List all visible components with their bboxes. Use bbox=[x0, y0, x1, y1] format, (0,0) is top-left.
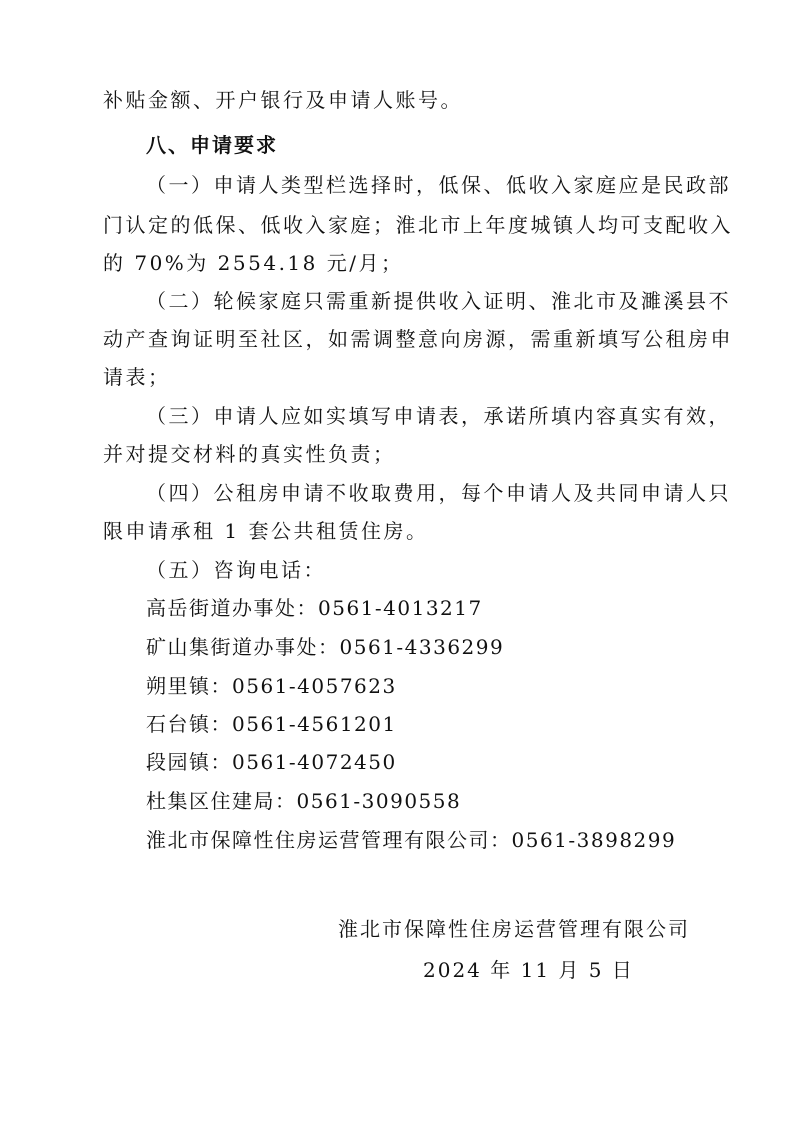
item-2-line-3: 请表； bbox=[103, 365, 171, 389]
item-4-line-1: （四）公租房申请不收取费用，每个申请人及共同申请人只 bbox=[146, 481, 731, 505]
contact-line: 杜集区住建局：0561-3090558 bbox=[146, 789, 462, 813]
contact-line: 矿山集街道办事处：0561-4336299 bbox=[146, 635, 505, 659]
item-1-line-2: 门认定的低保、低收入家庭；淮北市上年度城镇人均可支配收入 bbox=[103, 213, 733, 237]
section-heading: 八、申请要求 bbox=[146, 133, 278, 157]
item-4-line-2: 限申请承租 1 套公共租赁住房。 bbox=[103, 519, 429, 543]
item-2-line-1: （二）轮候家庭只需重新提供收入证明、淮北市及濉溪县不 bbox=[146, 289, 731, 313]
item-3-line-1: （三）申请人应如实填写申请表，承诺所填内容真实有效， bbox=[146, 404, 731, 428]
item-1-line-1: （一）申请人类型栏选择时，低保、低收入家庭应是民政部 bbox=[146, 173, 731, 197]
contact-line: 高岳街道办事处：0561-4013217 bbox=[146, 596, 483, 620]
contact-line: 石台镇：0561-4561201 bbox=[146, 712, 397, 736]
signature-date: 2024 年 11 月 5 日 bbox=[423, 958, 634, 982]
signature-organization: 淮北市保障性住房运营管理有限公司 bbox=[338, 917, 690, 941]
contact-line: 段园镇：0561-4072450 bbox=[146, 750, 397, 774]
contact-line: 朔里镇：0561-4057623 bbox=[146, 674, 397, 698]
item-2-line-2: 动产查询证明至社区，如需调整意向房源，需重新填写公租房申 bbox=[103, 327, 733, 351]
contact-line: 淮北市保障性住房运营管理有限公司：0561-3898299 bbox=[146, 828, 677, 852]
item-1-line-3: 的 70%为 2554.18 元/月； bbox=[103, 251, 404, 275]
previous-paragraph-line: 补贴金额、开户银行及申请人账号。 bbox=[103, 88, 463, 112]
item-3-line-2: 并对提交材料的真实性负责； bbox=[103, 442, 396, 466]
item-5-line-1: （五）咨询电话： bbox=[146, 558, 326, 582]
